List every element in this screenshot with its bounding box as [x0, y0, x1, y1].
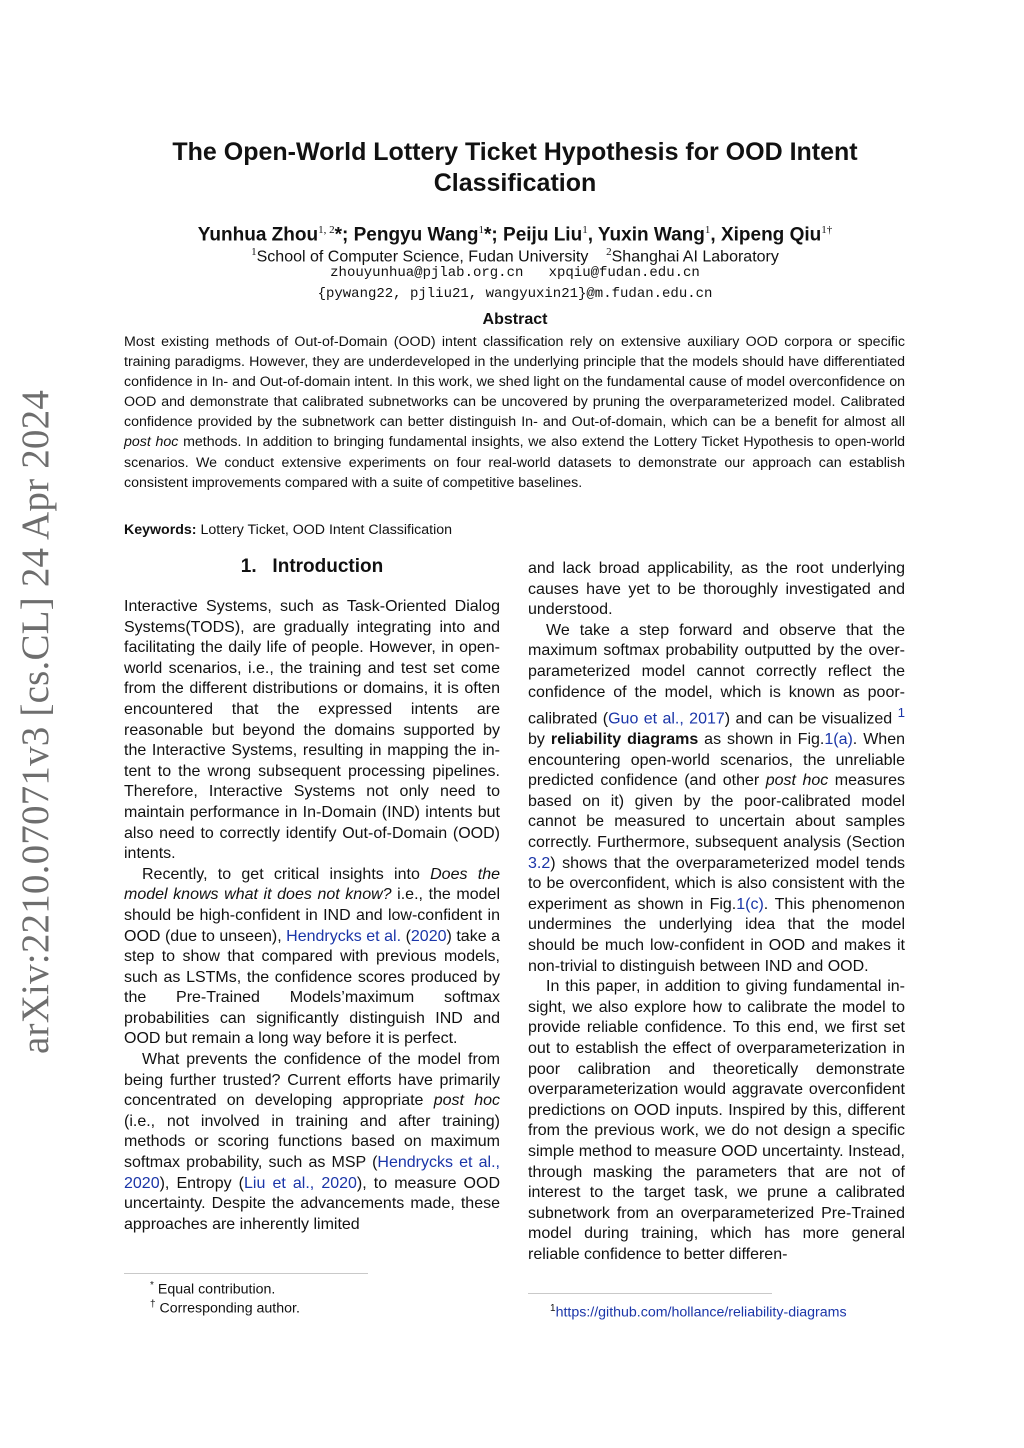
arxiv-id: arXiv:2210.07071v3 [cs.CL] 24 Apr 2024: [14, 389, 57, 1054]
figure-link[interactable]: 1(c): [736, 895, 764, 913]
affiliation-mark: 2: [606, 246, 612, 258]
author-mark: 1: [704, 224, 711, 236]
paragraph: [528, 621, 905, 977]
author-name: Pengyu Wang: [353, 224, 479, 246]
title-line-2: Classification: [433, 169, 597, 197]
reliability-diagrams-link[interactable]: https://github.com/hollance/reliability-diagrams: [555, 1304, 847, 1321]
text: What prevents the confidence of the model from being further trusted? Current efforts have primarily concentrated on developing appropriate: [124, 1051, 500, 1110]
abstract-heading: Abstract: [482, 311, 548, 328]
abstract-italic: post hoc: [124, 434, 179, 451]
arxiv-watermark: [13, 389, 57, 1055]
text: We take a step forward and observe that the maximum softmax probability outputted by the overparameterized model cannot correctly reflect the confidence of the model, which is known as poor-calibrated (: [528, 621, 905, 728]
paragraph: In this paper, in addition to giving fundamental insight, we also explore how to calibrate the model to provide reliable confidence. To this end, we first set out to establish the effect of overparameterization in poor calibration and theoretically demonstrate overparameterization would aggravate overconfident predictions on OOD inputs. Inspired by this, different from the previous work, we do not design a specific simple method to measure OOD uncertainty. Instead, through masking the parameters that are not of interest to the target task, we prune a calibrated subnetwork from an overparameterized Pre-Trained model during training, which has more general reliable confidence to better differen-: [528, 978, 905, 1263]
paragraph: [124, 865, 500, 1050]
affiliation-1: School of Computer Science, Fudan University: [256, 248, 589, 266]
citation-link[interactable]: 2020: [410, 927, 447, 945]
italic-text: post hoc: [765, 772, 829, 790]
text: . When encountering open-world scenarios, the unreliable predicted confidence (and other: [528, 731, 905, 790]
author-name: Peiju Liu: [503, 224, 583, 246]
text: as shown in Fig.: [698, 731, 825, 749]
text: ) take a step to show that compared with previous models, such as LSTMs, the confidence scores produced by the Pre-Trained Models’maximum softmax probabilities can significantly distinguish IND and OOD but remain a long way before it is perfect.: [124, 927, 501, 1048]
right-column: [528, 559, 905, 1266]
paragraph: and lack broad applicability, as the root underlying causes have yet to be thoroughly investigated and understood.: [528, 560, 905, 619]
citation-link[interactable]: Hendrycks et al.: [286, 927, 402, 945]
abstract-text: methods. In addition to bringing fundamental insights, we also extend the Lottery Ticket Hypothesis to open-world scenarios. We conduct extensive experiments on four real-world datasets to demonstrate our approach can establish consistent improvements compared with a suite of competitive baselines.: [124, 434, 905, 491]
footnote-mark: †: [150, 1299, 156, 1310]
text: (i.e., not involved in training and after training) methods or scoring functions based on maximum softmax probability, such as MSP (: [124, 1112, 500, 1172]
text: by: [528, 731, 551, 749]
text: ), to measure OOD uncertainty. Despite the advancements made, these approaches are inherently limited: [124, 1174, 500, 1233]
text: . This phenomenon undermines the underlying idea that the model should be much low-confident in OOD and makes it non-trivial to distinguish between IND and OOD.: [528, 895, 905, 975]
citation-link[interactable]: Guo et al., 2017: [608, 710, 725, 728]
author-name: Xipeng Qiu: [720, 224, 822, 246]
affiliation-2: Shanghai AI Laboratory: [611, 248, 779, 266]
italic-text: Does the model knows what it does not know?: [124, 865, 500, 904]
paragraph: [124, 1050, 500, 1235]
text: i.e., the model should be high-confident in IND and low-confident in OOD (due to unseen),: [124, 886, 500, 945]
footnote-text: Corresponding author.: [159, 1300, 300, 1317]
text: ) and can be visualized: [724, 710, 898, 728]
bold-text: reliability diagrams: [550, 731, 699, 749]
text: (: [401, 927, 411, 945]
keywords-label: Keywords:: [124, 522, 197, 538]
author-separator: *;: [334, 224, 354, 246]
text: measures based on it) given by the poor-calibrated model cannot be measured to uncertain about samples correctly. Furthermore, subsequent analysis (Section: [528, 772, 905, 852]
author-name: Yuxin Wang: [597, 224, 705, 246]
author-separator: ,: [710, 224, 721, 246]
citation-link[interactable]: Hendrycks et al., 2020: [124, 1154, 501, 1192]
footnote-text: Equal contribution.: [157, 1281, 276, 1298]
email-line-1: zhouyunhua@pjlab.org.cn xpqiu@fudan.edu.cn: [330, 265, 700, 281]
left-column: [124, 597, 500, 1235]
section-link[interactable]: 3.2: [528, 854, 551, 872]
footnote-url: [550, 1299, 847, 1323]
author-mark: 1: [478, 224, 485, 236]
citation-link[interactable]: Liu et al., 2020: [244, 1174, 357, 1192]
title-line-1: The Open-World Lottery Ticket Hypothesis for OOD Intent: [172, 138, 858, 166]
paragraph: Interactive Systems, such as Task-Oriented Dialog Systems(TODS), are gradually integrating into and facilitating the daily life of people. However, in open-world scenarios, i.e., the training and test set come from the different distributions or domains, it is often encountered that the expressed intents are reasonable but beyond the domains supported by the Interactive Systems, resulting in mapping the intent to the wrong subsequent processing pipelines. Therefore, Interactive Systems not only need to maintain performance in In-Domain (IND) intents but also need to correctly identify Out-of-Domain (OOD) intents.: [124, 598, 500, 863]
section-heading-introduction: 1. Introduction: [240, 556, 384, 577]
email-line-2: {pywang22, pjliu21, wangyuxin21}@m.fudan.edu.cn: [317, 286, 713, 302]
footnote-mark: 1: [550, 1303, 556, 1314]
author-mark: 1: [582, 224, 588, 236]
figure-link[interactable]: 1(a): [824, 731, 853, 749]
text: ), Entropy (: [159, 1174, 245, 1192]
footnote-rule: [124, 1273, 368, 1274]
author-separator: ,: [587, 224, 598, 246]
text: ) shows that the overparameterized model tends to be overconfident, which is also consistent with the experiment as shown in Fig.: [528, 854, 905, 913]
author-name: Yunhua Zhou: [197, 224, 319, 246]
footnote-corresponding-author: [150, 1295, 300, 1319]
affiliation-mark: 1: [251, 246, 257, 258]
author-separator: *;: [484, 224, 504, 246]
footnote-rule: [528, 1293, 772, 1294]
footnote-mark: *: [150, 1280, 154, 1291]
abstract-body: [124, 332, 905, 493]
italic-text: post hoc: [433, 1092, 501, 1110]
paper-title: [150, 137, 880, 199]
author-mark: 1†: [821, 224, 833, 236]
footnote-link[interactable]: 1: [897, 705, 906, 721]
keywords-text: Lottery Ticket, OOD Intent Classification: [196, 522, 453, 538]
author-mark: 1, 2: [318, 224, 335, 236]
text: Recently, to get critical insights into: [142, 865, 431, 883]
keywords: [124, 522, 452, 538]
abstract-text: Most existing methods of Out-of-Domain (OOD) intent classification rely on extensive auxiliary OOD corpora or specific training paradigms. However, they are underdeveloped in the underlying principle that the models should have differentiated confidence in In- and Out-of-domain intent. In this work, we shed light on the fundamental cause of model overconfidence on OOD and demonstrate that calibrated subnetworks can be uncovered by pruning the overparameterized model. Calibrated confidence provided by the subnetwork can better distinguish In- and Out-of-domain, which can be a benefit for almost all: [124, 334, 905, 431]
